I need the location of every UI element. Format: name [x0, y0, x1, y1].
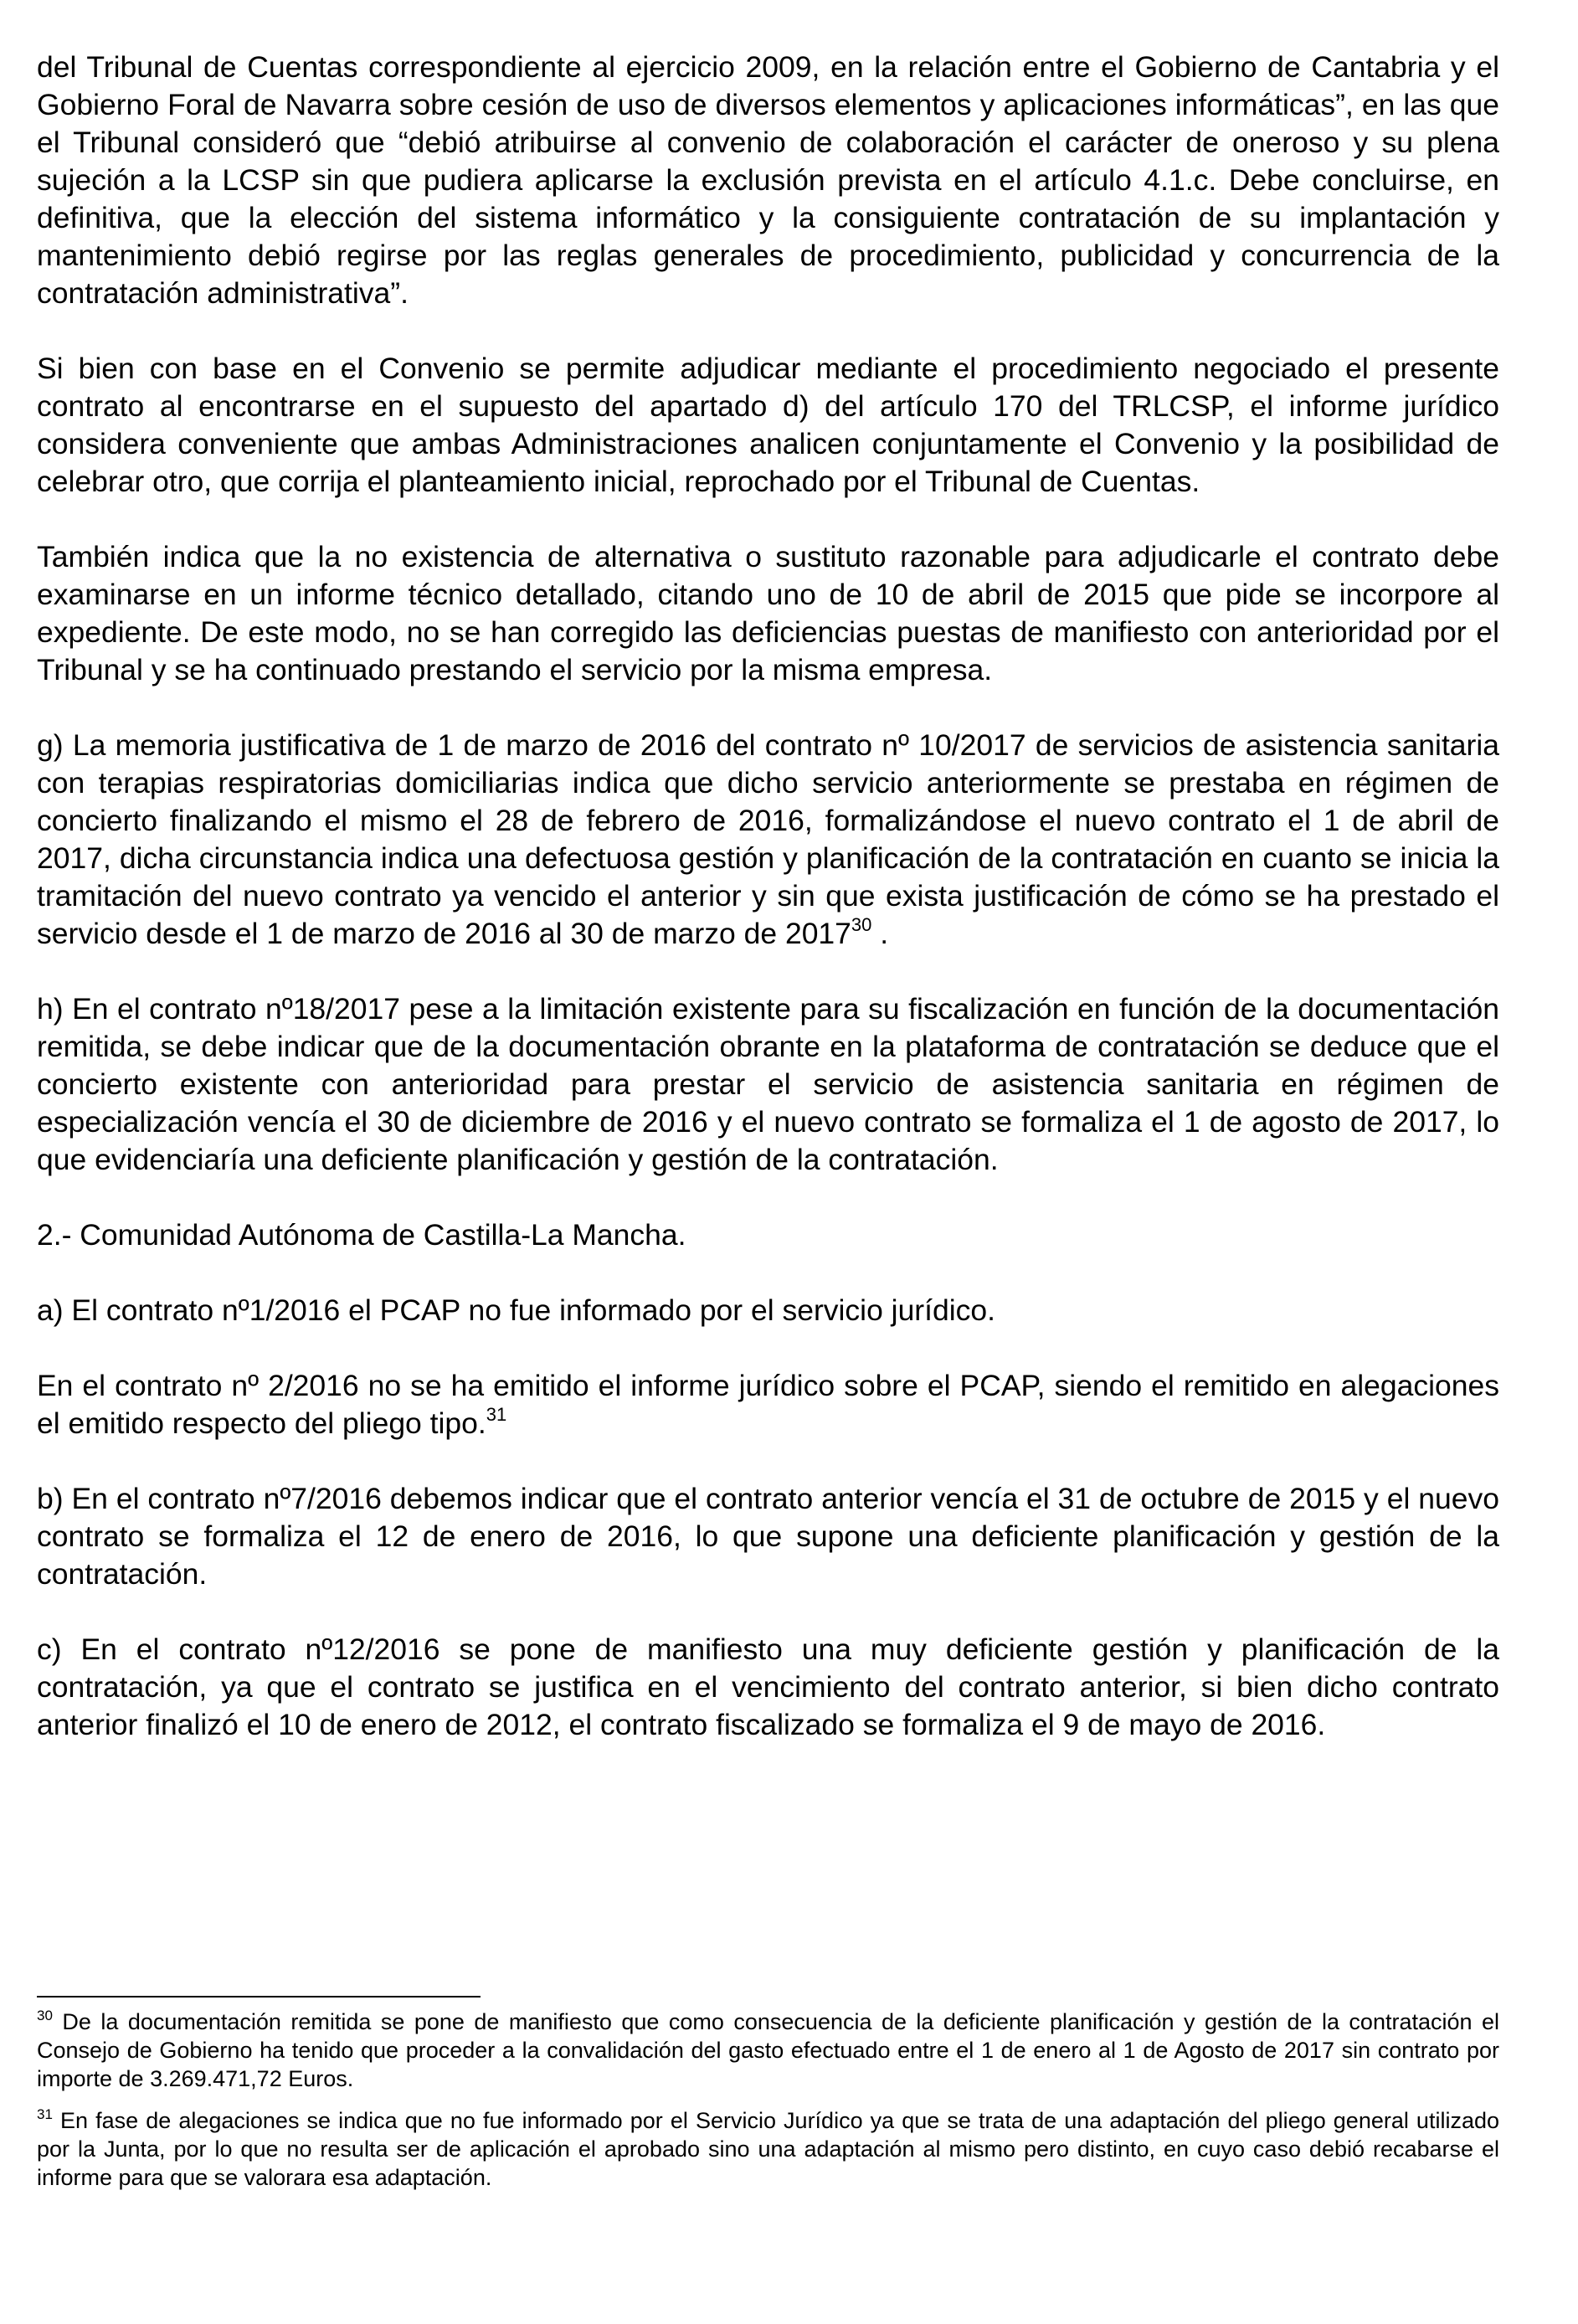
paragraph-3: También indica que la no existencia de alternativa o sustituto razonable para adjudicarle el contrato debe examinarse en un informe técnico detallado, citando uno de 10 de abril de 2015 que pide se incorpore al expediente. De este modo, no se han corregido las deficiencias puestas de manifiesto con anterioridad por el Tribunal y se ha continuado prestando el servicio por la misma empresa. [37, 540, 1499, 686]
paragraph-1: del Tribunal de Cuentas correspondiente al ejercicio 2009, en la relación entre el Gobierno de Cantabria y el Gobierno Foral de Navarra sobre cesión de uso de diversos elementos y aplicaciones informáticas”, en las que el Tribunal consideró que “debió atribuirse al convenio de colaboración el carácter de oneroso y su plena sujeción a la LCSP sin que pudiera aplicarse la exclusión prevista en el artículo 4.1.c. Debe concluirse, en definitiva, que la elección del sistema informático y la consiguiente contratación de su implantación y mantenimiento debió regirse por las reglas generales de procedimiento, publicidad y concurrencia de la contratación administrativa”. [37, 50, 1499, 310]
footnote-31: $^{31}$ En fase de alegaciones se indica que no fue informado por el Servicio Jurídico ya que se trata de una adaptación del pliego general utilizado por la Junta, por lo que no resulta ser de aplicación el aprobado sino una adaptación al mismo pero distinto, en cuyo caso debió recabarse el informe para que se valorara esa adaptación. [37, 2106, 1499, 2190]
paragraph-h: h) En el contrato nº18/2017 pese a la limitación existente para su fiscalización en función de la documentación remitida, se debe indicar que de la documentación obrante en la plataforma de contratación se deduce que el concierto existente con anterioridad para prestar el servicio de asistencia sanitaria en régimen de especialización vencía el 30 de diciembre de 2016 y el nuevo contrato se formaliza el 1 de agosto de 2017, lo que evidenciaría una deficiente planificación y gestión de la contratación. [37, 992, 1499, 1176]
paragraph-b: b) En el contrato nº7/2016 debemos indicar que el contrato anterior vencía el 31 de octubre de 2015 y el nuevo contrato se formaliza el 12 de enero de 2016, lo que supone una deficiente planificación y gestión de la contratación. [37, 1482, 1499, 1591]
paragraph-c: c) En el contrato nº12/2016 se pone de manifiesto una muy deficiente gestión y planificación de la contratación, ya que el contrato se justifica en el vencimiento del contrato anterior, si bien dicho contrato anterior finalizó el 10 de enero de 2012, el contrato fiscalizado se formaliza el 9 de mayo de 2016. [37, 1632, 1499, 1741]
footnote-ref-31[interactable]: 31 [486, 1404, 507, 1425]
footnotes-section [37, 1996, 1499, 2205]
footnote-separator [37, 1996, 481, 1998]
paragraph-g: g) La memoria justificativa de 1 de marzo de 2016 del contrato nº 10/2017 de servicios de asistencia sanitaria con terapias respiratorias domiciliarias indica que dicho servicio anteriormente se prestaba en régimen de concierto finalizando el mismo el 28 de febrero de 2016, formalizándose el nuevo contrato el 1 de abril de 2017, dicha circunstancia indica una defectuosa gestión y planificación de la contratación en cuanto se inicia la tramitación del nuevo contrato ya vencido el anterior y sin que exista justificación de cómo se ha prestado el servicio desde el 1 de marzo de 2016 al 30 de marzo de 2017$^{30}$ . [37, 728, 1499, 950]
footnote-ref-30[interactable]: 30 [851, 914, 872, 935]
paragraph-contract-2-2016: En el contrato nº 2/2016 no se ha emitido el informe jurídico sobre el PCAP, siendo el remitido en alegaciones el emitido respecto del pliego tipo.$^{31}$ [37, 1369, 1499, 1440]
footnote-30: $^{30}$ De la documentación remitida se pone de manifiesto que como consecuencia de la deficiente planificación y gestión de la contratación el Consejo de Gobierno ha tenido que proceder a la convalidación del gasto efectuado entre el 1 de enero al 1 de Agosto de 2017 sin contrato por importe de 3.269.471,72 Euros. [37, 2008, 1499, 2091]
footnote-number: 31 [37, 2106, 53, 2122]
footnote-number: 30 [37, 2008, 53, 2023]
document-body [37, 49, 1499, 1744]
section-heading-castilla-la-mancha: 2.- Comunidad Autónoma de Castilla-La Mancha. [37, 1218, 686, 1252]
paragraph-2: Si bien con base en el Convenio se permite adjudicar mediante el procedimiento negociado el presente contrato al encontrarse en el supuesto del apartado d) del artículo 170 del TRLCSP, el informe jurídico considera conveniente que ambas Administraciones analicen conjuntamente el Convenio y la posibilidad de celebrar otro, que corrija el planteamiento inicial, reprochado por el Tribunal de Cuentas. [37, 352, 1499, 498]
paragraph-a: a) El contrato nº1/2016 el PCAP no fue informado por el servicio jurídico. [37, 1293, 995, 1327]
